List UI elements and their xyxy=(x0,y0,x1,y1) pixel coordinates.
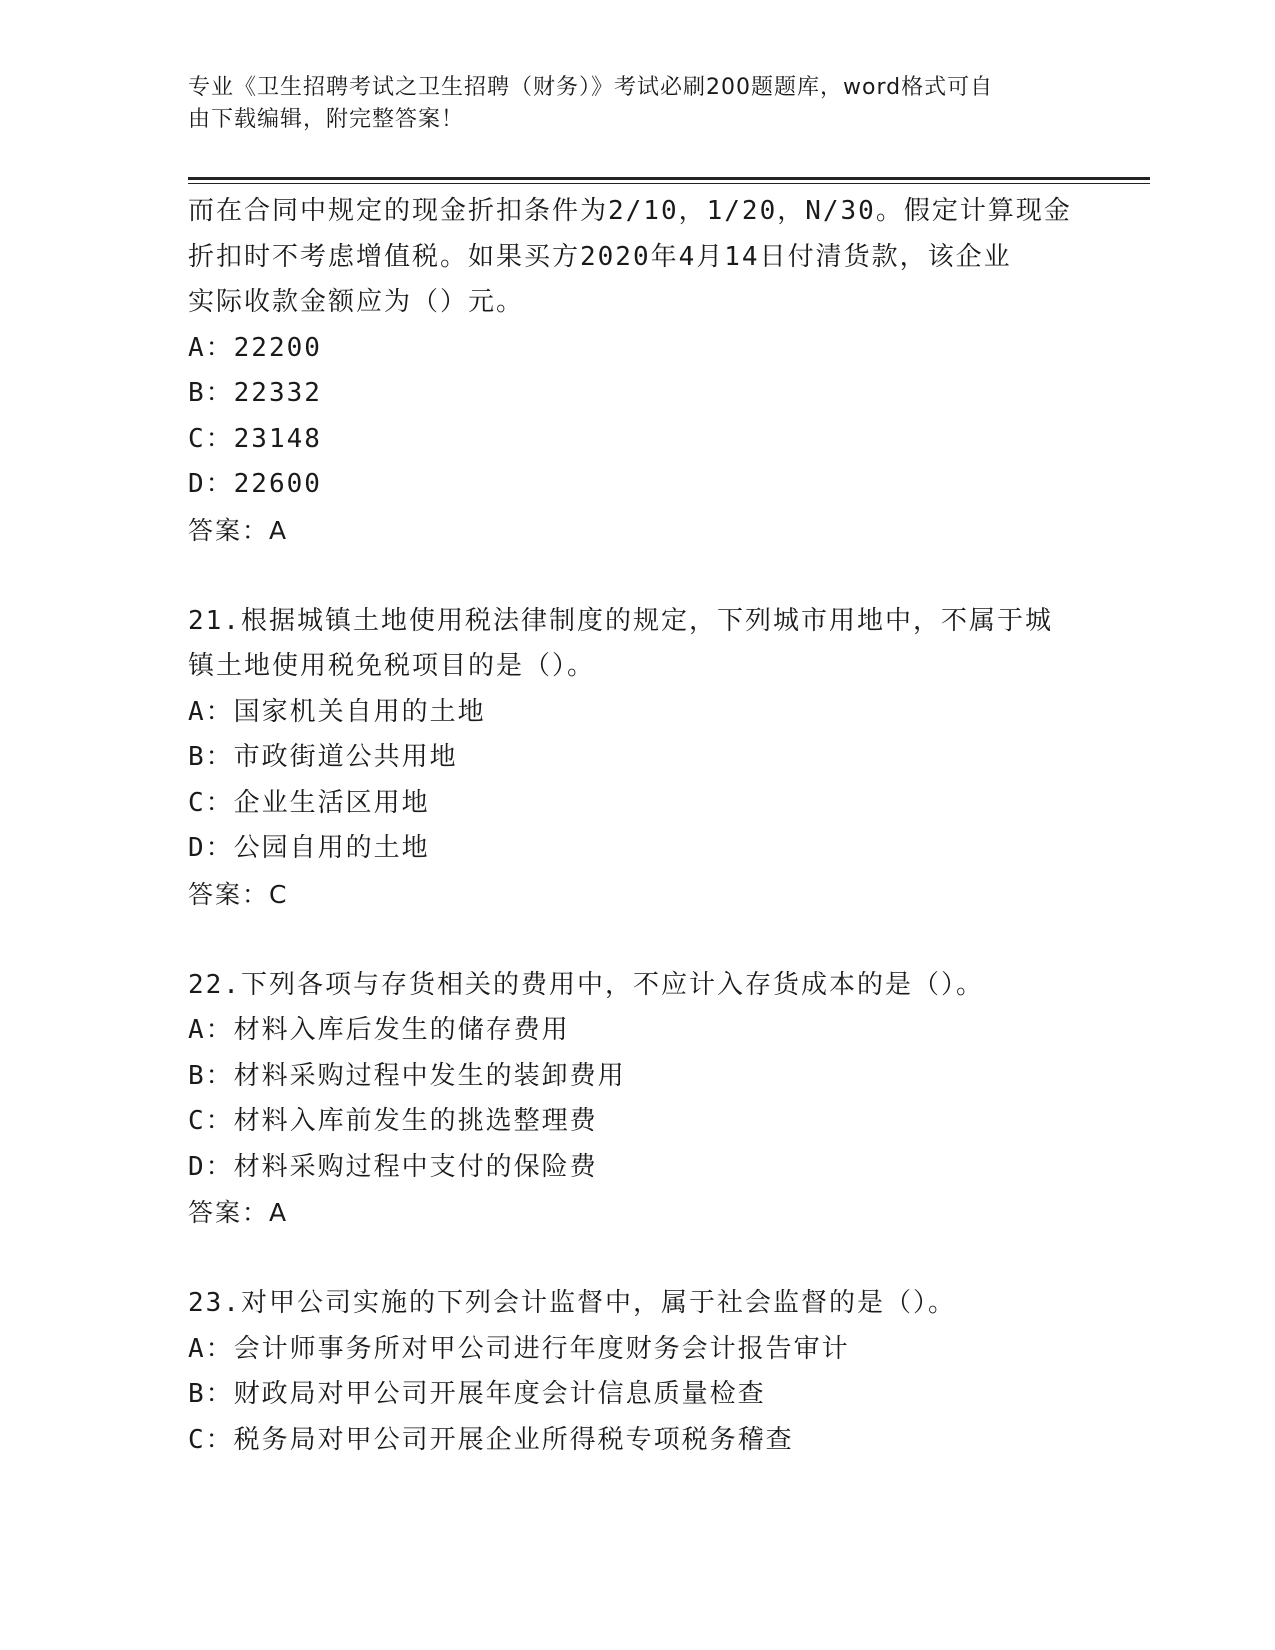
question-20 xyxy=(188,189,1088,553)
option-b: B：财政局对甲公司开展年度会计信息质量检查 xyxy=(188,1379,766,1409)
option-c: C：23148 xyxy=(188,423,322,454)
header-divider-thick xyxy=(188,177,1150,180)
option-d: D：材料采购过程中支付的保险费 xyxy=(188,1151,598,1182)
header-line-1: 专业《卫生招聘考试之卫生招聘（财务）》考试必刷200题题库，word格式可自 xyxy=(188,75,994,100)
option-a: A：国家机关自用的土地 xyxy=(188,696,486,727)
answer: 答案：A xyxy=(188,515,289,545)
question-21 xyxy=(188,599,1088,918)
question-stem-line: 23.对甲公司实施的下列会计监督中，属于社会监督的是（）。 xyxy=(188,1288,956,1318)
header-divider-thin xyxy=(188,183,1150,184)
answer: 答案：C xyxy=(188,879,289,909)
option-a: A：22200 xyxy=(188,332,322,363)
spacer xyxy=(188,1236,1088,1282)
question-stem-line: 21.根据城镇土地使用税法律制度的规定，下列城市用地中，不属于城 xyxy=(188,605,1053,636)
spacer xyxy=(188,553,1088,599)
option-d: D：公园自用的土地 xyxy=(188,833,430,863)
spacer xyxy=(188,917,1088,963)
question-stem-line: 镇土地使用税免税项目的是（）。 xyxy=(188,651,596,681)
option-b: B：材料采购过程中发生的装卸费用 xyxy=(188,1060,626,1091)
header-line-2: 由下载编辑，附完整答案！ xyxy=(188,107,465,132)
option-c: C：材料入库前发生的挑选整理费 xyxy=(188,1106,598,1136)
option-a: A：材料入库后发生的储存费用 xyxy=(188,1015,570,1045)
document-header xyxy=(188,72,1068,136)
option-c: C：企业生活区用地 xyxy=(188,787,430,818)
question-stem-line: 折扣时不考虑增值税。如果买方2020年4月14日付清货款，该企业 xyxy=(188,241,1012,272)
option-b: B：市政街道公共用地 xyxy=(188,742,458,772)
option-a: A：会计师事务所对甲公司进行年度财务会计报告审计 xyxy=(188,1333,850,1364)
option-b: B：22332 xyxy=(188,378,322,408)
answer: 答案：A xyxy=(188,1198,289,1227)
question-stem-line: 22.下列各项与存货相关的费用中，不应计入存货成本的是（）。 xyxy=(188,969,984,1000)
document-body xyxy=(188,189,1088,1463)
question-stem-line: 而在合同中规定的现金折扣条件为2/10，1/20，N/30。假定计算现金 xyxy=(188,196,1072,226)
option-c: C：税务局对甲公司开展企业所得税专项税务稽查 xyxy=(188,1424,794,1455)
question-stem-line: 实际收款金额应为（）元。 xyxy=(188,287,525,317)
question-22 xyxy=(188,963,1088,1236)
question-23 xyxy=(188,1281,1088,1463)
option-d: D：22600 xyxy=(188,469,322,499)
